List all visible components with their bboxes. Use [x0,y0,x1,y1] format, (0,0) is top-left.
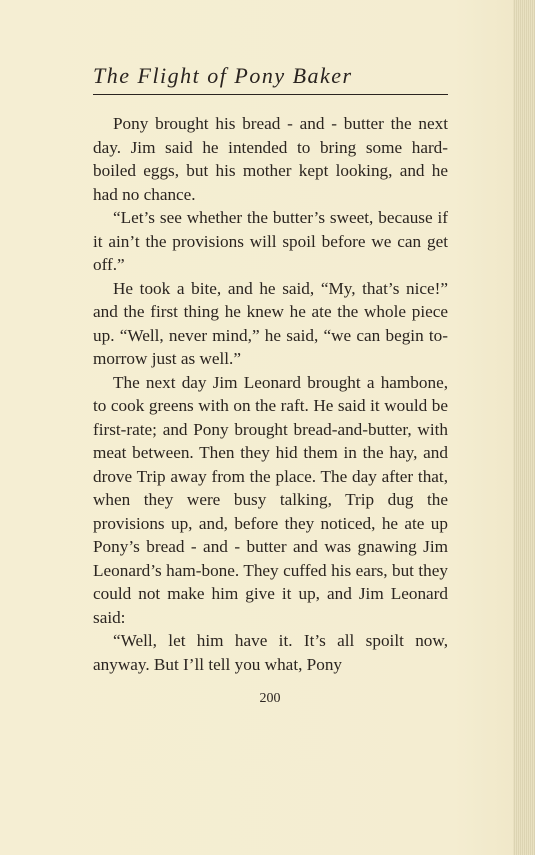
paragraph: Pony brought his bread - and - butter the next day. Jim said he intended to bring some hard-boiled eggs, but his mother kept looking, and he had no chance. [93,114,448,204]
page-edge [513,0,535,855]
paragraph: “Well, let him have it. It’s all spoilt now, anyway. But I’ll tell you what, Pony [93,631,448,674]
running-head: The Flight of Pony Baker [93,63,353,88]
paragraph: He took a bite, and he said, “My, that’s nice!” and the first thing he knew he ate the whole piece up. “Well, never mind,” he said, “we can begin to-morrow just as well.” [93,278,448,368]
page-number: 200 [259,691,281,706]
header-rule [93,94,448,95]
body-text [93,112,448,676]
paragraph: The next day Jim Leonard brought a hambone, to cook greens with on the raft. He said it would be first-rate; and Pony brought bread-and-butter, with meat between. Then they hid them in the hay, and drove Trip away from the place. The day after that, when they were busy talking, Trip dug the provisions up, and, before they noticed, he ate up Pony’s bread - and - butter and was gnawing Jim Leonard’s ham-bone. They cuffed his ears, but they could not make him give it up, and Jim Leonard said: [93,372,448,627]
paragraph: “Let’s see whether the butter’s sweet, because if it ain’t the provisions will spoil before we can get off.” [93,208,448,274]
